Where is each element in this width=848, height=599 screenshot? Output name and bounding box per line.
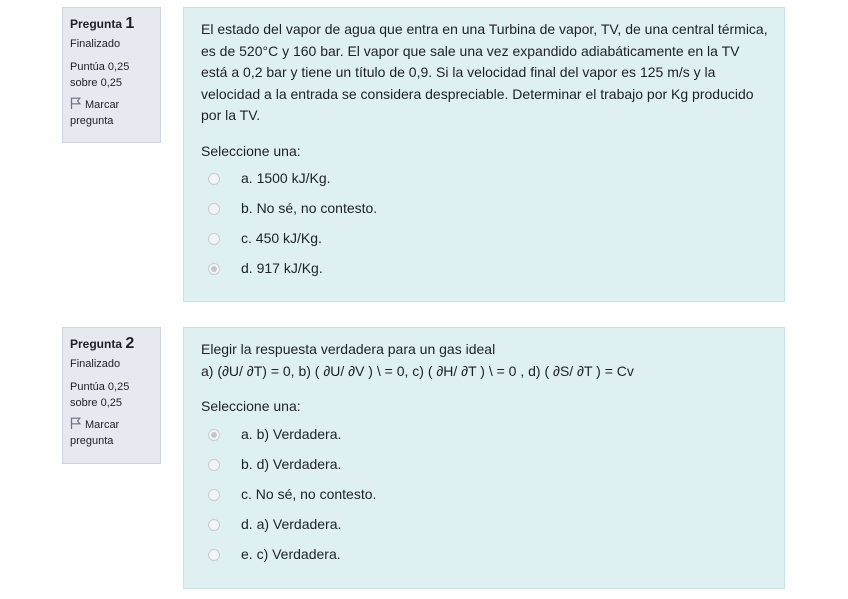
question-text-line-2: a) (∂U/ ∂T) = 0, b) ( ∂U/ ∂V ) \ = 0, c) ( ∂H/ ∂T ) \ = 0 , d) ( ∂S/ ∂T ) = Cv bbox=[201, 362, 634, 379]
answer-prompt: Seleccione una: bbox=[201, 398, 301, 414]
question-number bbox=[70, 16, 153, 32]
radio-button[interactable] bbox=[208, 549, 220, 561]
answer-label: d. 917 kJ/Kg. bbox=[241, 260, 323, 277]
answer-option[interactable] bbox=[201, 164, 768, 194]
answer-label: e. c) Verdadera. bbox=[241, 545, 341, 562]
question-label: Pregunta bbox=[70, 337, 123, 351]
answer-option[interactable] bbox=[201, 510, 768, 540]
flag-question-label: Marcar pregunta bbox=[70, 419, 120, 447]
question-text: El estado del vapor de agua que entra en una Turbina de vapor, TV, de una central térmica, es de 520°C y 160 bar. El vapor que sale una vez expandido adiabáticamente en la TV está a 0,2 bar y tiene un título de 0,9. Si la velocidad final del vapor es 125 m/s y la velocidad a la entrada se considera despreciable. Determinar el trabajo por Kg producido por la TV. bbox=[201, 21, 768, 123]
radio-button-selected[interactable] bbox=[208, 429, 220, 441]
question-number bbox=[70, 336, 153, 352]
question-content-1 bbox=[183, 7, 785, 302]
answer-label: b. d) Verdadera. bbox=[241, 455, 342, 472]
answer-option[interactable] bbox=[201, 194, 768, 224]
flag-icon bbox=[70, 97, 81, 109]
question-content-2 bbox=[183, 327, 785, 589]
answer-prompt: Seleccione una: bbox=[201, 142, 301, 159]
radio-button[interactable] bbox=[208, 173, 220, 185]
question-text-line-1: Elegir la respuesta verdadera para un gas ideal bbox=[201, 341, 496, 357]
radio-button[interactable] bbox=[208, 519, 220, 531]
answer-label: c. No sé, no contesto. bbox=[241, 485, 377, 502]
answer-option[interactable] bbox=[201, 540, 768, 570]
answer-option[interactable] bbox=[201, 224, 768, 254]
flag-question-label: Marcar pregunta bbox=[70, 99, 120, 127]
answer-option[interactable] bbox=[201, 480, 768, 510]
radio-button[interactable] bbox=[208, 459, 220, 471]
question-label: Pregunta bbox=[70, 17, 123, 31]
answer-label: b. No sé, no contesto. bbox=[241, 200, 378, 217]
question-grade: Puntúa 0,25 sobre 0,25 bbox=[70, 381, 130, 409]
radio-button[interactable] bbox=[208, 203, 220, 215]
answer-label: a. 1500 kJ/Kg. bbox=[241, 170, 331, 187]
question-state: Finalizado bbox=[70, 38, 121, 50]
answer-option[interactable] bbox=[201, 420, 768, 450]
question-info-2 bbox=[62, 327, 161, 464]
answer-option[interactable] bbox=[201, 450, 768, 480]
flag-question-link[interactable] bbox=[70, 97, 153, 129]
flag-question-link[interactable] bbox=[70, 417, 153, 449]
question-info-1 bbox=[62, 7, 161, 143]
answer-label: c. 450 kJ/Kg. bbox=[241, 230, 322, 247]
radio-button-selected[interactable] bbox=[208, 263, 220, 275]
question-number-value: 2 bbox=[125, 335, 135, 352]
answer-label: d. a) Verdadera. bbox=[241, 515, 342, 532]
question-grade: Puntúa 0,25 sobre 0,25 bbox=[70, 61, 130, 89]
question-number-value: 1 bbox=[125, 15, 135, 32]
answer-label: a. b) Verdadera. bbox=[241, 425, 342, 442]
flag-icon bbox=[70, 417, 81, 429]
question-state: Finalizado bbox=[70, 358, 121, 370]
answer-option[interactable] bbox=[201, 254, 768, 284]
radio-button[interactable] bbox=[208, 489, 220, 501]
radio-button[interactable] bbox=[208, 233, 220, 245]
